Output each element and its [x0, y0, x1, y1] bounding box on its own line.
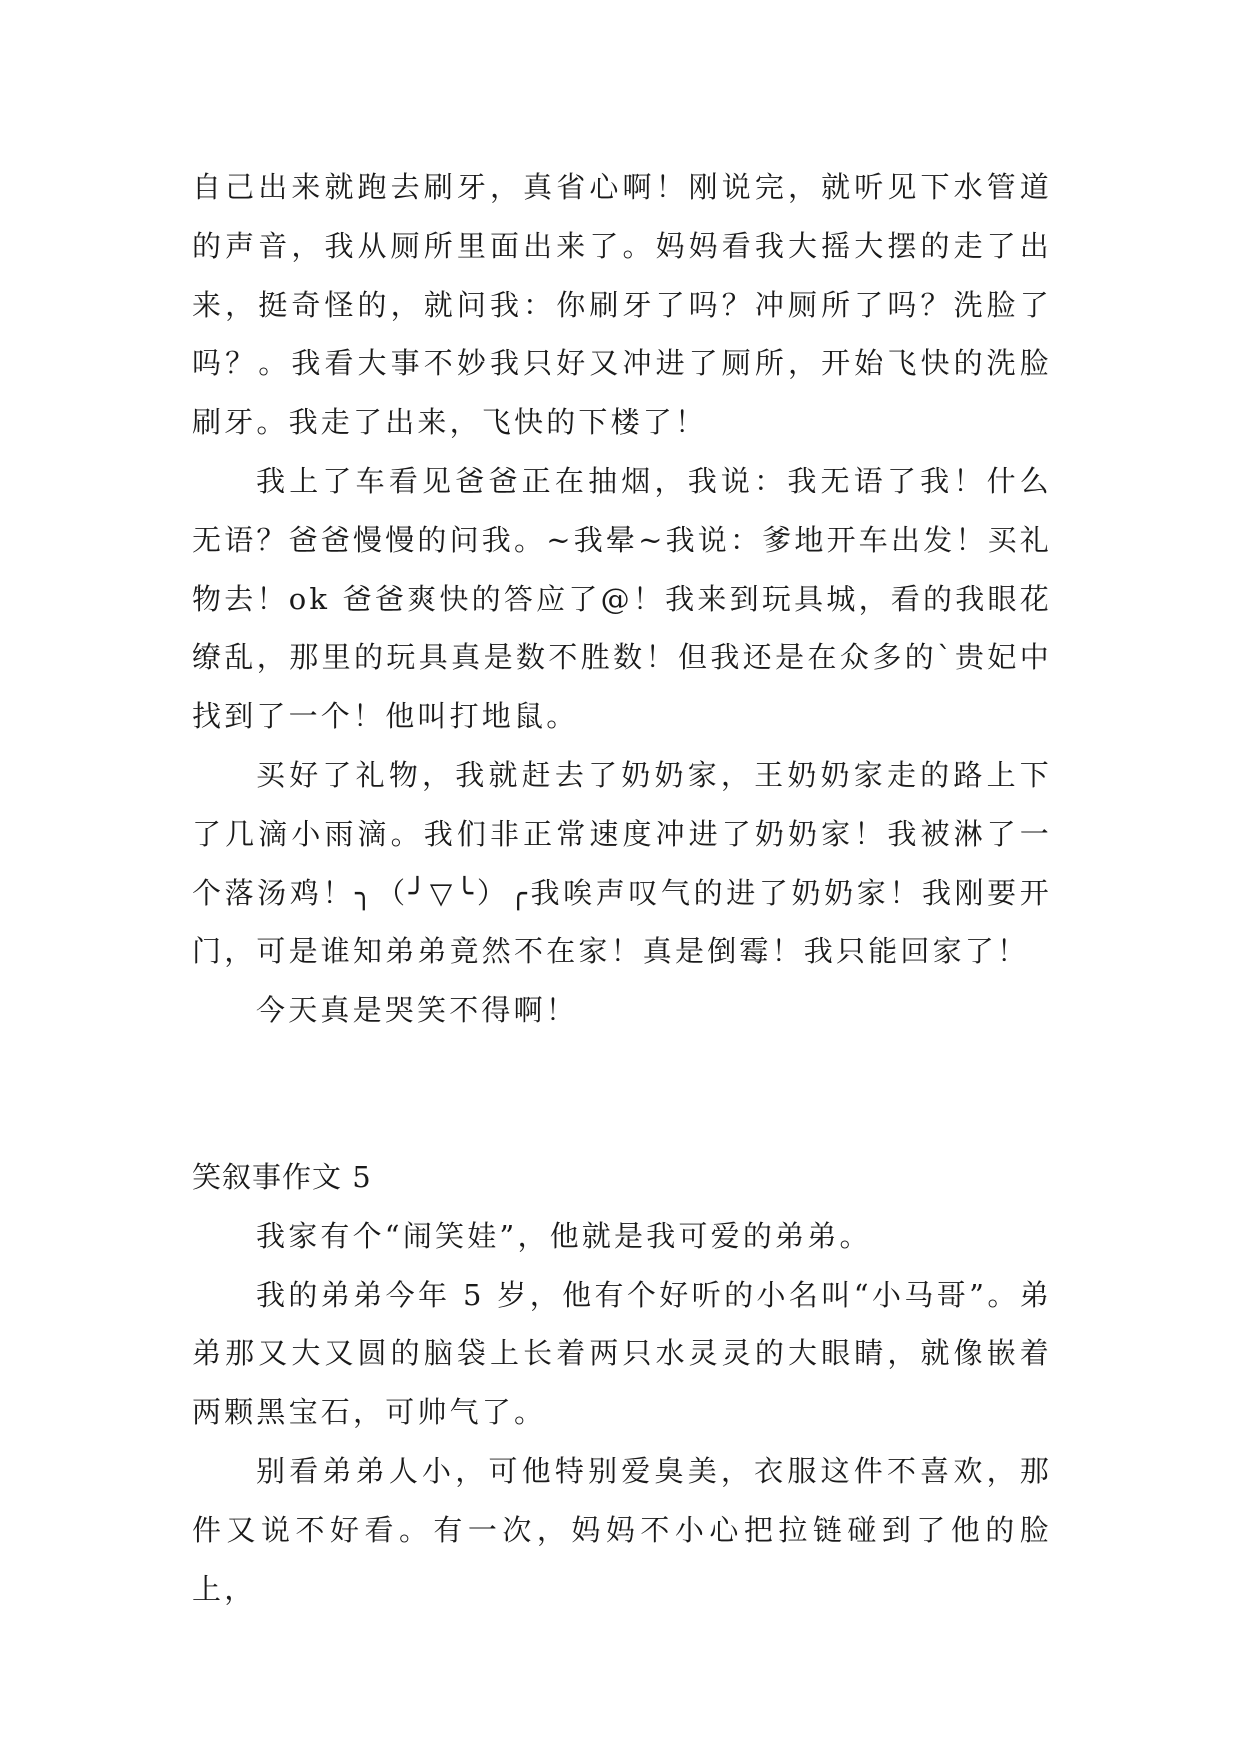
essay-continuation: [192, 158, 1052, 1040]
paragraph: 我上了车看见爸爸正在抽烟，我说：我无语了我！什么无语？爸爸慢慢的问我。~我晕~我说：爹地开车出发！买礼物去！ok 爸爸爽快的答应了@！我来到玩具城，看的我眼花缭乱，那里的玩具真是数不胜数！但我还是在众多的`贵妃中找到了一个！他叫打地鼠。: [192, 463, 1052, 734]
paragraph: 我的弟弟今年 5 岁，他有个好听的小名叫“小马哥”。弟弟那又大又圆的脑袋上长着两只水灵灵的大眼睛，就像嵌着两颗黑宝石，可帅气了。: [192, 1277, 1052, 1430]
paragraph-continued: 自己出来就跑去刷牙，真省心啊！刚说完，就听见下水管道的声音，我从厕所里面出来了。妈妈看我大摇大摆的走了出来，挺奇怪的，就问我：你刷牙了吗？冲厕所了吗？洗脸了吗？。我看大事不妙我只好又冲进了厕所，开始飞快的洗脸刷牙。我走了出来，飞快的下楼了！: [192, 170, 1052, 440]
essay-5: [192, 1148, 1052, 1618]
paragraph: 我家有个“闹笑娃”，他就是我可爱的弟弟。: [256, 1218, 872, 1253]
essay-heading: 笑叙事作文 5: [192, 1160, 372, 1194]
paragraph: 买好了礼物，我就赶去了奶奶家，王奶奶家走的路上下了几滴小雨滴。我们非正常速度冲进了奶奶家！我被淋了一个落汤鸡！╮（╯▽╰）╭我唉声叹气的进了奶奶家！我刚要开门，可是谁知弟弟竟然不在家！真是倒霉！我只能回家了！: [192, 757, 1052, 969]
paragraph: 别看弟弟人小，可他特别爱臭美，衣服这件不喜欢，那件又说不好看。有一次，妈妈不小心把拉链碰到了他的脸上，: [192, 1453, 1052, 1606]
paragraph: 今天真是哭笑不得啊！: [256, 993, 579, 1028]
